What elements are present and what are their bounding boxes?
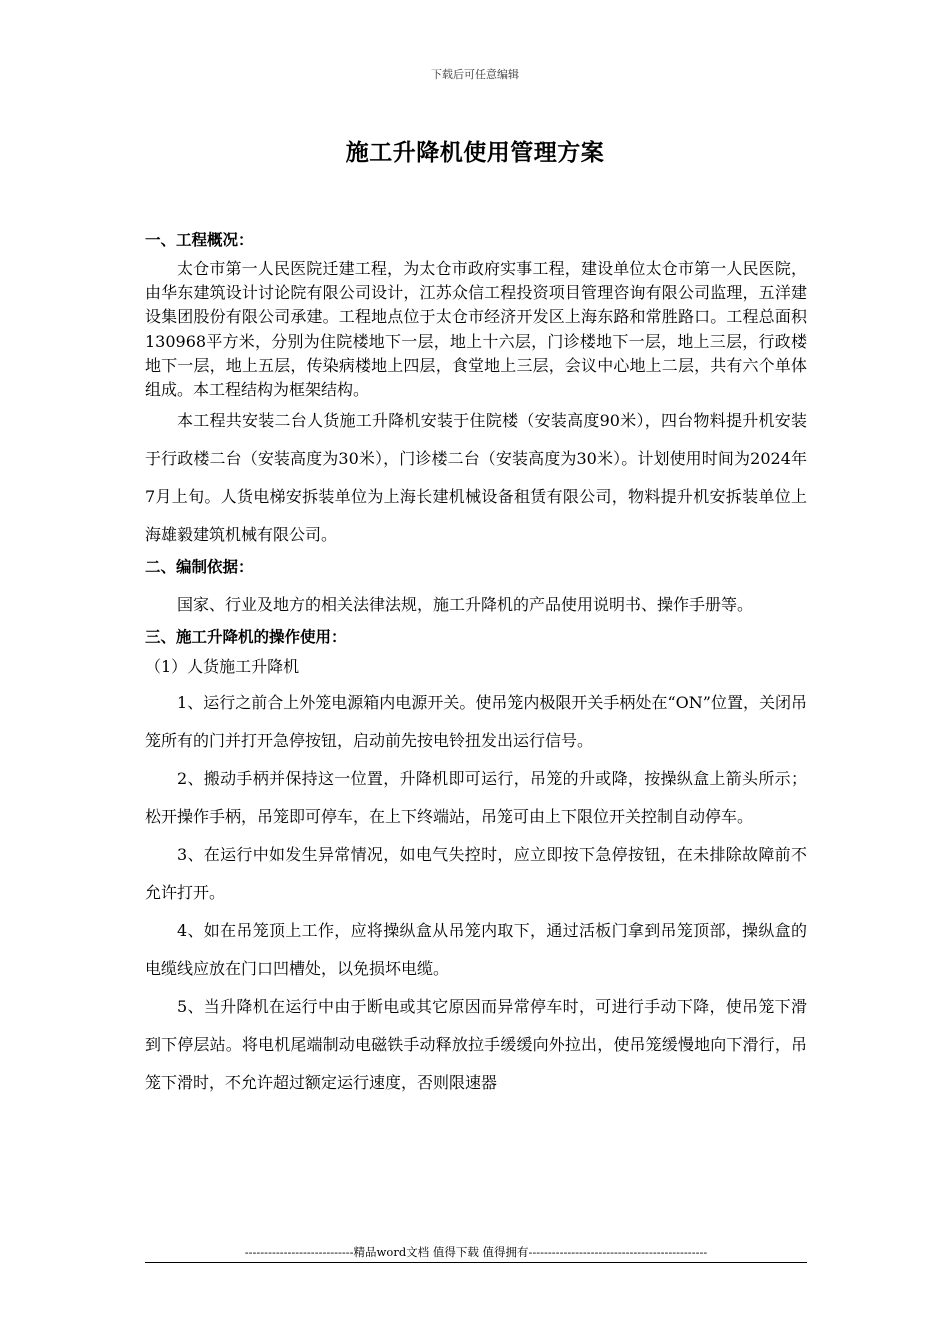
page-footer-note: ----------------------------精品word文档 值得下载 值得拥有----------------------------------------------	[244, 1245, 708, 1259]
document-body	[145, 227, 807, 1102]
section-heading-operation: 三、施工升降机的操作使用：	[145, 628, 347, 647]
footer-divider	[145, 1262, 807, 1263]
paragraph-overview-2: 本工程共安装二台人货施工升降机安装于住院楼（安装高度90米），四台物料提升机安装于行政楼二台（安装高度为30米），门诊楼二台（安装高度为30米）。计划使用时间为2024年7月上旬。人货电梯安拆装单位为上海长建机械设备租赁有限公司，物料提升机安拆装单位上海雄毅建筑机械有限公司。	[145, 411, 807, 545]
list-item-operation-5: 5、当升降机在运行中由于断电或其它原因而异常停车时，可进行手动下降，使吊笼下滑到下停层站。将电机尾端制动电磁铁手动释放拉手缓缓向外拉出，使吊笼缓慢地向下滑行，吊笼下滑时，不允许超过额定运行速度，否则限速器	[145, 997, 807, 1093]
list-item-operation-1: 1、运行之前合上外笼电源箱内电源开关。使吊笼内极限开关手柄处在“ON”位置，关闭吊笼所有的门并打开急停按钮，启动前先按电铃扭发出运行信号。	[145, 693, 807, 751]
list-item-operation-3: 3、在运行中如发生异常情况，如电气失控时，应立即按下急停按钮，在未排除故障前不允许打开。	[145, 845, 807, 903]
list-item-operation-2: 2、搬动手柄并保持这一位置，升降机即可运行，吊笼的升或降，按操纵盒上箭头所示；松开操作手柄，吊笼即可停车，在上下终端站，吊笼可由上下限位开关控制自动停车。	[145, 769, 807, 827]
sub-heading-passenger-hoist: （1）人货施工升降机	[145, 657, 300, 677]
page-header-note: 下载后可任意编辑	[431, 68, 519, 81]
document-title: 施工升降机使用管理方案	[345, 140, 605, 166]
list-item-operation-4: 4、如在吊笼顶上工作，应将操纵盒从吊笼内取下，通过活板门拿到吊笼顶部，操纵盒的电缆线应放在门口凹槽处，以免损坏电缆。	[145, 921, 807, 979]
paragraph-basis: 国家、行业及地方的相关法律法规，施工升降机的产品使用说明书、操作手册等。	[177, 595, 754, 615]
section-heading-overview: 一、工程概况：	[145, 231, 254, 249]
paragraph-overview-1: 太仓市第一人民医院迁建工程，为太仓市政府实事工程，建设单位太仓市第一人民医院，由华东建筑设计讨论院有限公司设计，江苏众信工程投资项目管理咨询有限公司监理，五洋建设集团股份有限公司承建。工程地点位于太仓市经济开发区上海东路和常胜路口。工程总面积130968平方米，分别为住院楼地下一层，地上十六层，门诊楼地下一层，地上三层，行政楼地下一层，地上五层，传染病楼地上四层，食堂地上三层，会议中心地上二层，共有六个单体组成。本工程结构为框架结构。	[145, 259, 807, 400]
section-heading-basis: 二、编制依据：	[145, 558, 254, 577]
